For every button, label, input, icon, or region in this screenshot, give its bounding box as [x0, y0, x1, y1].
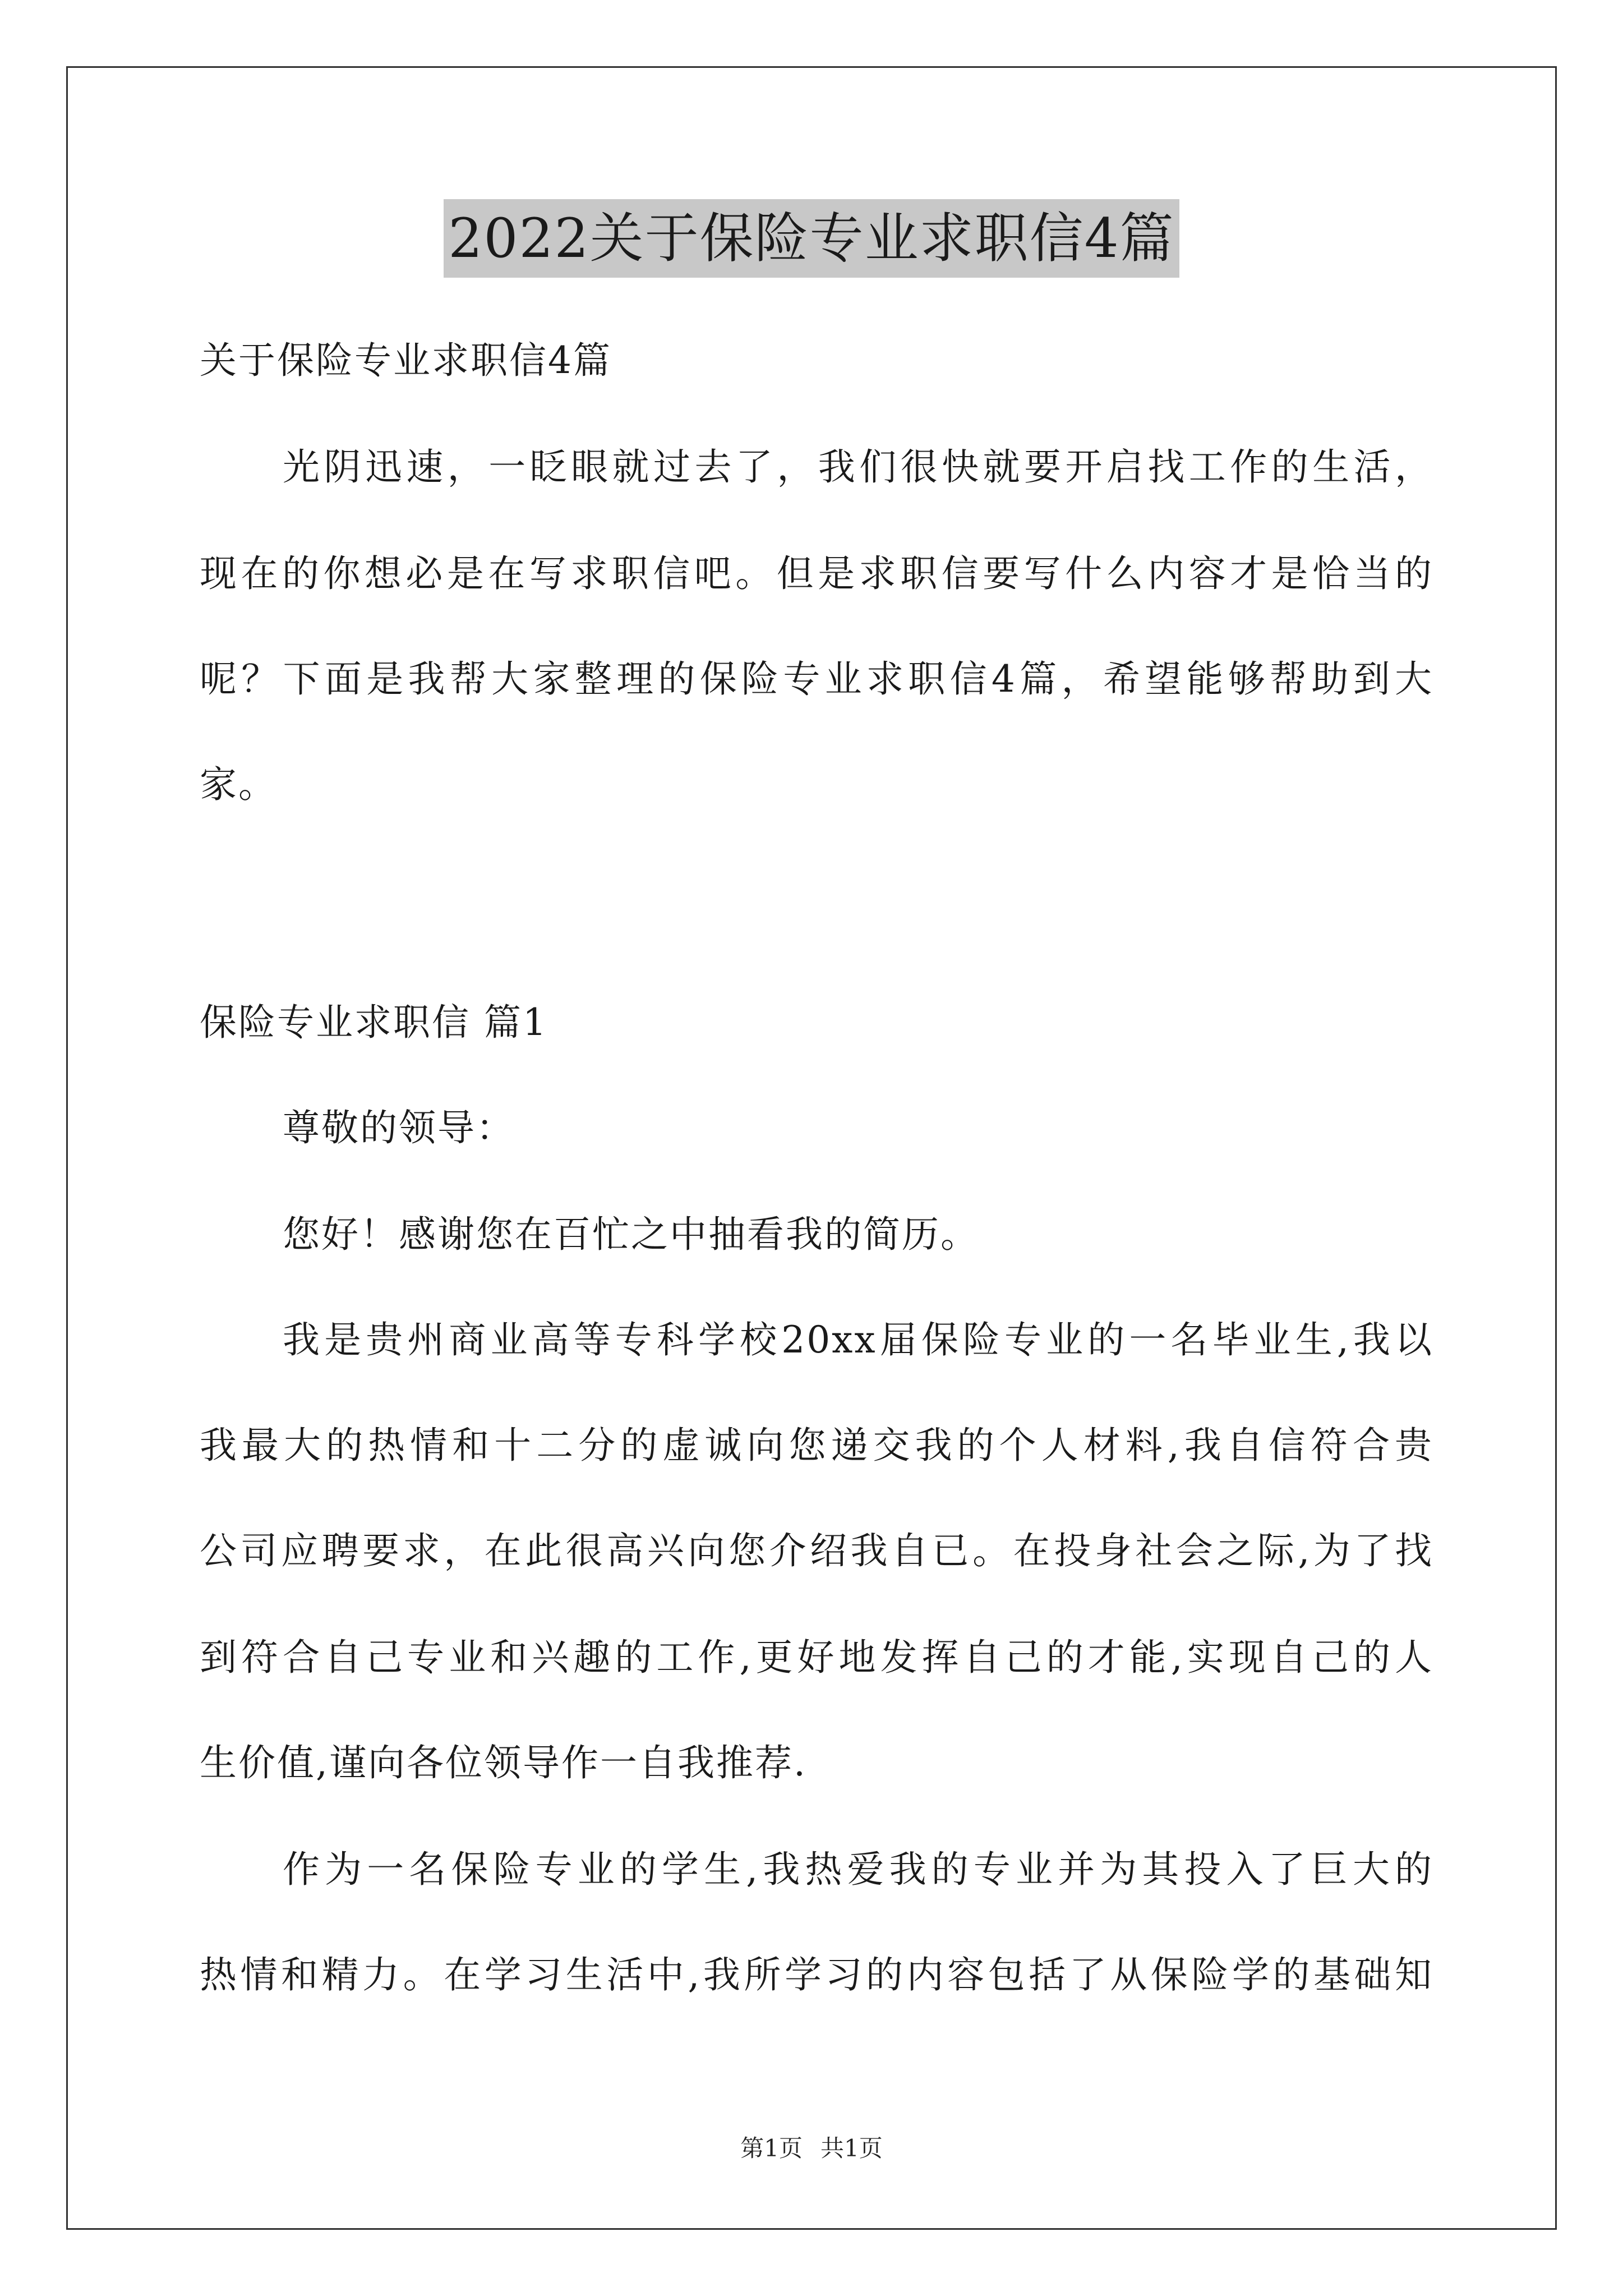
paragraph-line: 我是贵州商业高等专科学校20xx届保险专业的一名毕业生,我以: [283, 1318, 1433, 1361]
intro-line: 家。: [200, 763, 277, 806]
document-subtitle: 关于保险专业求职信4篇: [200, 339, 612, 382]
intro-line: 呢？下面是我帮大家整理的保险专业求职信4篇，希望能够帮助到大: [200, 657, 1433, 701]
page-total: 共1页: [820, 2134, 883, 2162]
title-container: [0, 199, 1623, 278]
paragraph-line: 到符合自己专业和兴趣的工作,更好地发挥自己的才能,实现自己的人: [200, 1636, 1433, 1679]
salutation: 尊敬的领导：: [283, 1106, 515, 1149]
paragraph-line: 我最大的热情和十二分的虚诚向您递交我的个人材料,我自信符合贵: [200, 1424, 1433, 1467]
page-number: 第1页: [740, 2134, 803, 2162]
page-footer: [0, 2132, 1623, 2165]
intro-line: 现在的你想必是在写求职信吧。但是求职信要写什么内容才是恰当的: [200, 552, 1433, 595]
paragraph-line: 公司应聘要求，在此很高兴向您介绍我自已。在投身社会之际,为了找: [200, 1529, 1433, 1572]
document-title: 2022关于保险专业求职信4篇: [444, 199, 1179, 278]
intro-line: 光阴迅速，一眨眼就过去了，我们很快就要开启找工作的生活，: [283, 445, 1433, 489]
paragraph-line: 生价值,谨向各位领导作一自我推荐.: [200, 1741, 807, 1784]
paragraph-line: 热情和精力。在学习生活中,我所学习的内容包括了从保险学的基础知: [200, 1953, 1433, 1996]
section-heading: 保险专业求职信 篇1: [200, 1001, 548, 1044]
greeting: 您好！感谢您在百忙之中抽看我的简历。: [283, 1213, 979, 1256]
paragraph-line: 作为一名保险专业的学生,我热爱我的专业并为其投入了巨大的: [283, 1848, 1433, 1891]
